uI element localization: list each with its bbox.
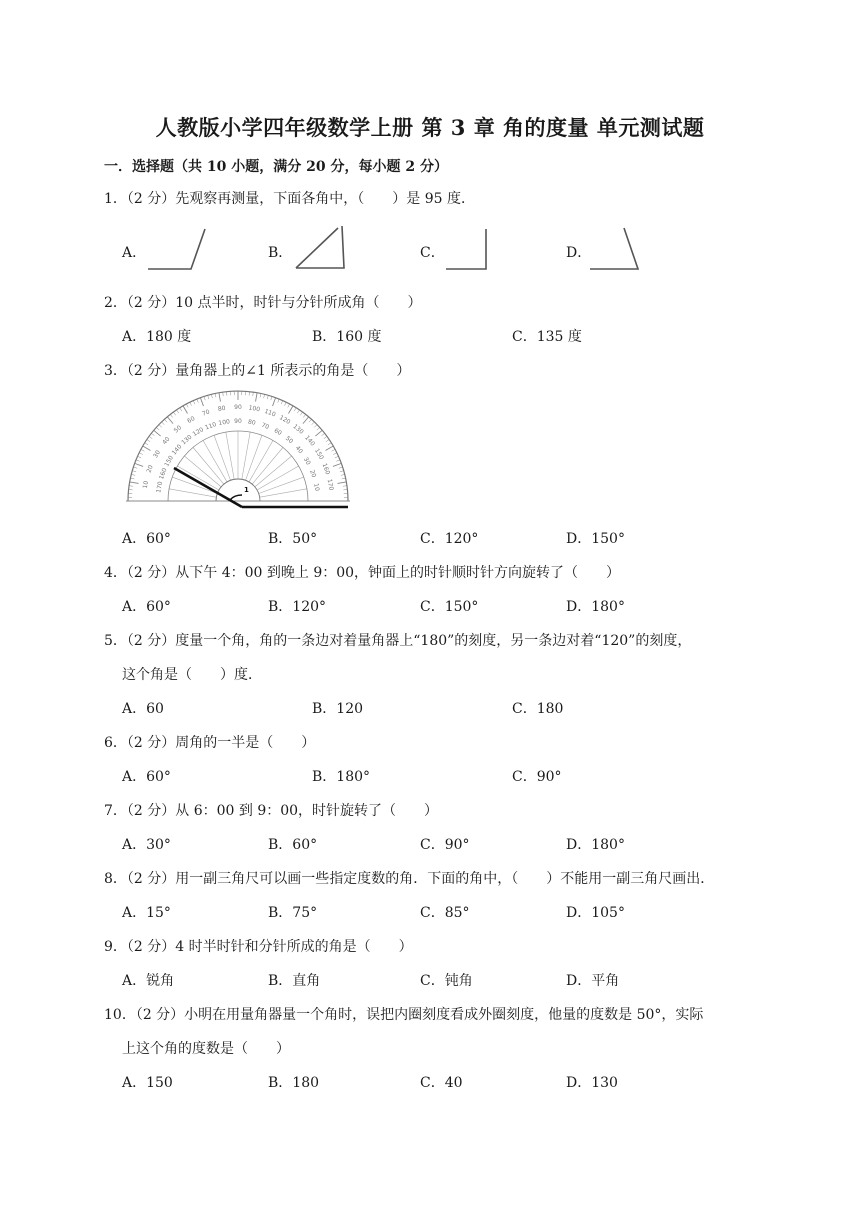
q4-option-d: D．180° [566,599,625,615]
svg-text:20: 20 [308,469,318,479]
question-3: 3．（2 分）量角器上的∠1 所表示的角是（ ） [104,363,411,379]
q2-option-a: A．180 度 [122,329,192,345]
q5-option-c: C．180 [512,701,564,717]
protractor-figure [118,384,358,514]
q7-option-d: D．180° [566,837,625,853]
q9-option-c: C．钝角 [420,973,473,989]
svg-text:10: 10 [312,482,321,492]
svg-text:80: 80 [247,418,257,427]
question-10: 10．（2 分）小明在用量角器量一个角时，误把内圈刻度看成外圈刻度，他量的度数是 50°，实际 [104,1007,704,1023]
q1-angle-c [444,224,492,272]
svg-text:80: 80 [217,404,227,414]
svg-text:150: 150 [163,454,176,468]
q1-option-a: A． [122,245,147,261]
question-5-continued: 这个角是（ ）度． [122,667,262,683]
svg-text:110: 110 [263,407,277,419]
question-7: 7．（2 分）从 6：00 到 9：00，时针旋转了（ ） [104,803,439,819]
svg-text:90: 90 [234,404,242,411]
svg-text:30: 30 [152,449,162,460]
q3-option-d: D．150° [566,531,625,547]
svg-text:40: 40 [161,435,172,447]
q3-option-c: C．120° [420,531,479,547]
svg-text:130: 130 [180,433,194,447]
svg-text:120: 120 [191,426,205,439]
svg-text:110: 110 [204,421,218,432]
q8-option-a: A．15° [122,905,171,921]
q1-angle-d [588,224,644,272]
q10-option-c: C．40 [420,1075,463,1091]
svg-text:70: 70 [260,421,270,431]
svg-text:170: 170 [325,478,335,492]
question-4: 4．（2 分）从下午 4：00 到晚上 9：00，钟面上的时针顺时针方向旋转了（ ） [104,565,621,581]
svg-text:160: 160 [158,467,169,481]
question-10-continued: 上这个角的度数是（ ） [122,1041,290,1057]
page-title: 人教版小学四年级数学上册 第 3 章 角的度量 单元测试题 [155,115,705,140]
svg-text:60: 60 [272,427,283,438]
q4-option-a: A．60° [122,599,171,615]
q2-option-c: C．135 度 [512,329,582,345]
section-heading: 一．选择题（共 10 小题，满分 20 分，每小题 2 分） [104,159,448,175]
question-9: 9．（2 分）4 时半时针和分针所成的角是（ ） [104,939,413,955]
svg-text:20: 20 [145,464,155,474]
q8-option-c: C．85° [420,905,470,921]
q6-option-c: C．90° [512,769,562,785]
question-2: 2．（2 分）10 点半时，时针与分针所成角（ ） [104,295,422,311]
q10-option-b: B．180 [268,1075,320,1091]
q4-option-c: C．150° [420,599,479,615]
svg-text:140: 140 [303,434,316,448]
angle-1-label: 1 [244,486,249,494]
q7-option-c: C．90° [420,837,470,853]
svg-text:150: 150 [313,447,325,461]
q3-option-a: A．60° [122,531,171,547]
svg-text:130: 130 [291,423,305,436]
q9-option-d: D．平角 [566,973,620,989]
q10-option-d: D．130 [566,1075,618,1091]
q1-angle-b [292,222,350,272]
svg-text:170: 170 [155,480,165,494]
svg-text:10: 10 [141,480,151,490]
q9-option-a: A．锐角 [122,973,175,989]
q6-option-b: B．180° [312,769,371,785]
question-5: 5．（2 分）度量一个角，角的一条边对着量角器上“180”的刻度，另一条边对着“120”的刻度， [104,633,692,649]
svg-text:120: 120 [278,414,292,426]
q7-option-a: A．30° [122,837,171,853]
question-6: 6．（2 分）周角的一半是（ ） [104,735,316,751]
svg-text:100: 100 [217,418,231,428]
svg-text:40: 40 [293,444,305,456]
question-1: 1．（2 分）先观察再测量，下面各角中，（ ）是 95 度． [104,191,475,207]
q6-option-a: A．60° [122,769,171,785]
q9-option-b: B．直角 [268,973,321,989]
q7-option-b: B．60° [268,837,318,853]
svg-text:100: 100 [247,404,261,414]
svg-text:50: 50 [283,434,295,446]
q2-option-b: B．160 度 [312,329,382,345]
q8-option-b: B．75° [268,905,318,921]
question-8: 8．（2 分）用一副三角尺可以画一些指定度数的角．下面的角中，（ ）不能用一副三角尺画出． [104,871,715,887]
q8-option-d: D．105° [566,905,625,921]
q10-option-a: A．150 [122,1075,173,1091]
svg-text:60: 60 [186,415,197,425]
svg-text:70: 70 [201,408,211,418]
q1-option-c: C． [420,245,445,261]
q1-angle-a [146,224,208,272]
svg-text:30: 30 [301,456,312,467]
q1-option-b: B． [268,245,293,261]
q1-option-d: D． [566,245,592,261]
q4-option-b: B．120° [268,599,327,615]
q3-option-b: B．50° [268,531,318,547]
svg-text:90: 90 [234,418,242,425]
svg-text:160: 160 [320,462,332,476]
svg-text:140: 140 [170,443,184,457]
q5-option-a: A．60 [122,701,164,717]
q5-option-b: B．120 [312,701,364,717]
svg-text:50: 50 [172,424,184,435]
